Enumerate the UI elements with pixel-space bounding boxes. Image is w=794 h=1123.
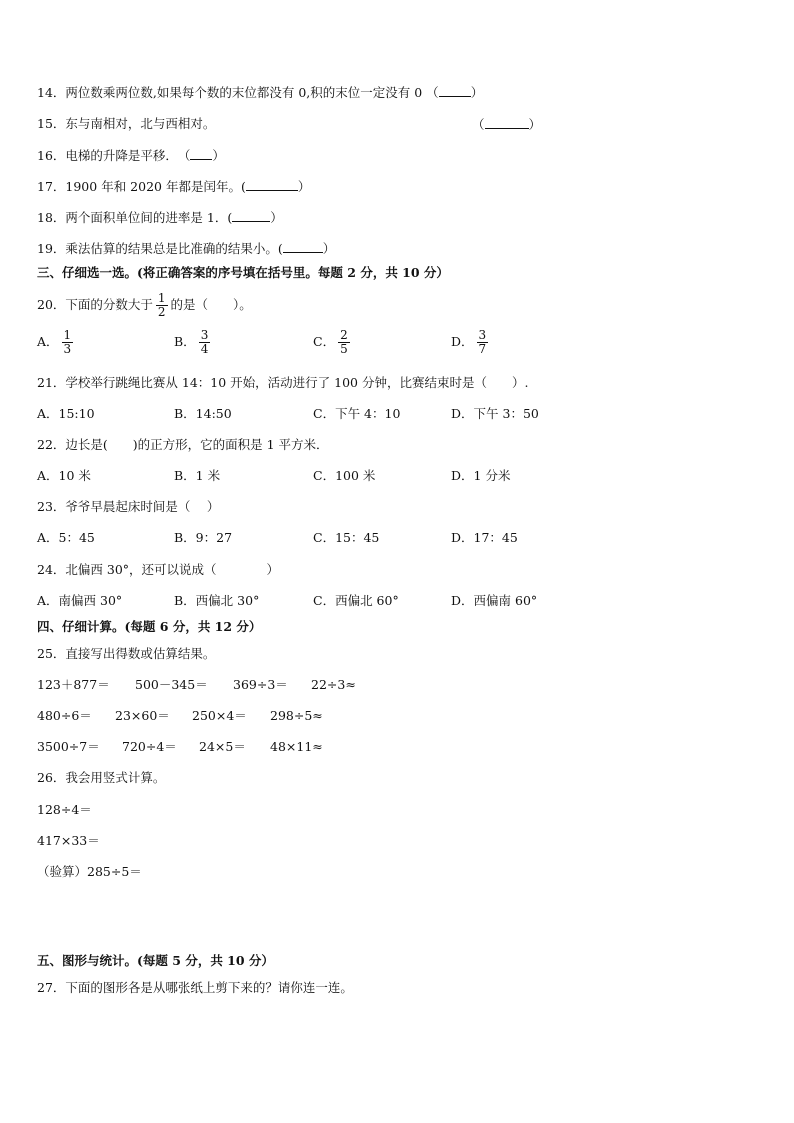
question-26: 26．我会用竖式计算。 bbox=[37, 770, 166, 785]
question-24: 24．北偏西 30°，还可以说成（ ） bbox=[37, 562, 280, 577]
option-20-c[interactable]: C． $\frac{2}{5}$ bbox=[313, 328, 348, 356]
question-14-text: 14．两位数乘两位数,如果每个数的末位都没有 0,积的末位一定没有 0 （ bbox=[37, 85, 439, 100]
question-18 bbox=[37, 209, 283, 226]
option-23-d[interactable]: D．17：45 bbox=[451, 530, 518, 545]
question-16 bbox=[37, 147, 225, 164]
question-17-text: 17．1900 年和 2020 年都是闰年。( bbox=[37, 179, 246, 194]
question-25: 25．直接写出得数或估算结果。 bbox=[37, 646, 216, 661]
paren-close: ） bbox=[270, 210, 283, 225]
calc-item: 369÷3＝ bbox=[233, 677, 288, 692]
paren-close: ） bbox=[297, 179, 311, 194]
question-21: 21．学校举行跳绳比赛从 14：10 开始，活动进行了 100 分钟，比赛结束时是（ ）. bbox=[37, 375, 529, 390]
question-15 bbox=[37, 116, 215, 132]
vertical-calc-item: 417×33＝ bbox=[37, 833, 100, 848]
answer-blank-17[interactable] bbox=[246, 178, 298, 191]
answer-blank-16[interactable] bbox=[190, 147, 212, 160]
question-22: 22．边长是( )的正方形，它的面积是 1 平方米． bbox=[37, 437, 329, 452]
option-22-c[interactable]: C．100 米 bbox=[313, 468, 376, 483]
option-23-c[interactable]: C．15：45 bbox=[313, 530, 380, 545]
option-21-c[interactable]: C．下午 4：10 bbox=[313, 406, 401, 421]
calc-item: 298÷5≈ bbox=[270, 708, 323, 723]
section-3-heading: 三、仔细选一选。(将正确答案的序号填在括号里。每题 2 分，共 10 分） bbox=[37, 265, 449, 280]
answer-blank-19[interactable] bbox=[283, 240, 323, 253]
calc-item: 480÷6＝ bbox=[37, 708, 92, 723]
calc-item: 123＋877＝ bbox=[37, 677, 110, 692]
answer-blank-15[interactable] bbox=[485, 116, 529, 129]
option-21-b[interactable]: B．14:50 bbox=[174, 406, 232, 421]
calc-item: 24×5＝ bbox=[199, 739, 246, 754]
option-20-a[interactable]: A． $\frac{1}{3}$ bbox=[37, 328, 72, 356]
question-18-text: 18．两个面积单位间的进率是 1．( bbox=[37, 210, 233, 225]
question-15-text: 15．东与南相对，北与西相对。 bbox=[37, 116, 216, 131]
vertical-calc-item: （验算）285÷5＝ bbox=[37, 864, 142, 879]
paren-open: （ bbox=[472, 117, 485, 132]
option-24-d[interactable]: D．西偏南 60° bbox=[451, 593, 538, 608]
section-5-heading: 五、图形与统计。(每题 5 分，共 10 分） bbox=[37, 953, 274, 968]
option-24-c[interactable]: C．西偏北 60° bbox=[313, 593, 399, 608]
fraction-half: $\frac{1}{2}$ bbox=[157, 291, 166, 319]
section-4-heading: 四、仔细计算。(每题 6 分，共 12 分） bbox=[37, 619, 262, 634]
paren-close: ） bbox=[528, 117, 542, 132]
question-15-answer bbox=[472, 116, 541, 133]
answer-blank-14[interactable] bbox=[439, 84, 471, 97]
question-20 bbox=[37, 290, 252, 320]
calc-item: 3500÷7＝ bbox=[37, 739, 100, 754]
calc-item: 48×11≈ bbox=[270, 739, 323, 754]
paren-close: ） bbox=[470, 85, 484, 100]
calc-item: 23×60＝ bbox=[115, 708, 170, 723]
question-27: 27．下面的图形各是从哪张纸上剪下来的？请你连一连。 bbox=[37, 980, 353, 995]
calc-item: 22÷3≈ bbox=[311, 677, 356, 692]
answer-blank-18[interactable] bbox=[232, 209, 270, 222]
option-20-d[interactable]: D． $\frac{3}{7}$ bbox=[451, 328, 487, 356]
paren-close: ） bbox=[212, 148, 225, 163]
question-19 bbox=[37, 240, 335, 257]
vertical-calc-item: 128÷4＝ bbox=[37, 802, 92, 817]
option-23-a[interactable]: A．5：45 bbox=[37, 530, 95, 545]
option-21-d[interactable]: D．下午 3：50 bbox=[451, 406, 539, 421]
option-22-d[interactable]: D．1 分米 bbox=[451, 468, 511, 483]
question-23: 23．爷爷早晨起床时间是（ ） bbox=[37, 499, 220, 514]
option-22-a[interactable]: A．10 米 bbox=[37, 468, 91, 483]
calc-item: 250×4＝ bbox=[192, 708, 247, 723]
question-14 bbox=[37, 84, 483, 101]
calc-item: 500－345＝ bbox=[135, 677, 208, 692]
option-23-b[interactable]: B．9：27 bbox=[174, 530, 233, 545]
option-21-a[interactable]: A．15:10 bbox=[37, 406, 95, 421]
question-20-stem-end: 的是（ ）。 bbox=[170, 297, 252, 312]
question-16-text: 16．电梯的升降是平移． （ bbox=[37, 148, 191, 163]
paren-close: ） bbox=[322, 241, 336, 256]
option-20-b[interactable]: B． $\frac{3}{4}$ bbox=[174, 328, 209, 356]
question-20-stem: 20．下面的分数大于 bbox=[37, 297, 153, 312]
option-24-b[interactable]: B．西偏北 30° bbox=[174, 593, 260, 608]
option-24-a[interactable]: A．南偏西 30° bbox=[37, 593, 123, 608]
question-17 bbox=[37, 178, 310, 195]
calc-item: 720÷4＝ bbox=[122, 739, 177, 754]
option-22-b[interactable]: B．1 米 bbox=[174, 468, 221, 483]
question-19-text: 19．乘法估算的结果总是比准确的结果小。( bbox=[37, 241, 283, 256]
